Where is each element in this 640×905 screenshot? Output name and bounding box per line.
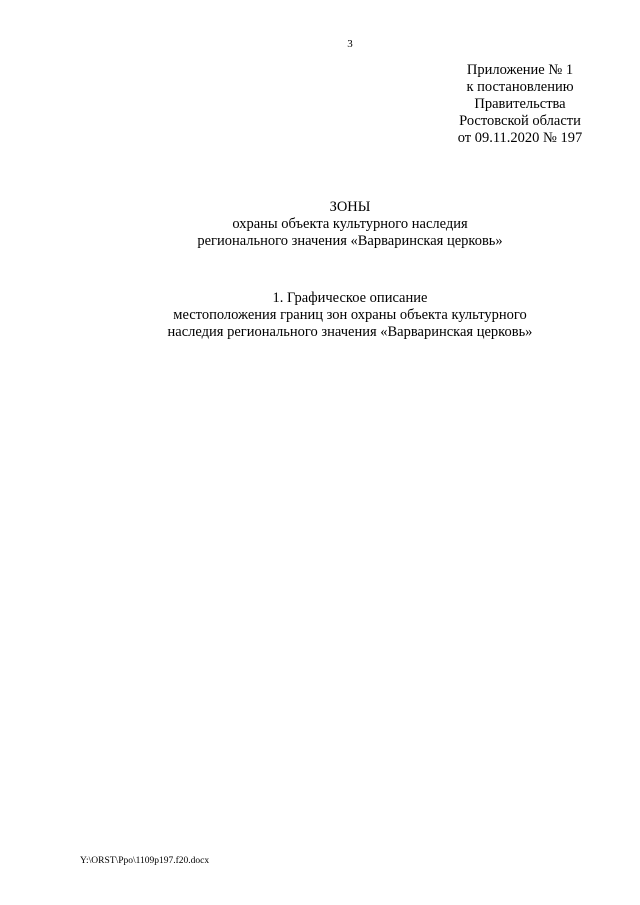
page-number: 3 bbox=[347, 38, 353, 50]
title-line: регионального значения «Варваринская церковь» bbox=[197, 233, 503, 249]
appendix-line: Ростовской области bbox=[459, 113, 581, 129]
section-heading-line: 1. Графическое описание bbox=[272, 290, 428, 306]
section-heading-line: местоположения границ зон охраны объекта культурного bbox=[173, 307, 527, 323]
appendix-line: Правительства bbox=[474, 96, 566, 112]
document-title bbox=[0, 199, 640, 250]
footer-file-path: Y:\ORST\Ppo\1109p197.f20.docx bbox=[80, 856, 210, 866]
section-heading bbox=[0, 290, 640, 341]
title-heading: ЗОНЫ bbox=[329, 199, 371, 215]
appendix-line: к постановлению bbox=[466, 79, 574, 95]
title-line: охраны объекта культурного наследия bbox=[232, 216, 468, 232]
appendix-block bbox=[440, 62, 600, 147]
appendix-line: Приложение № 1 bbox=[466, 62, 574, 78]
appendix-line: от 09.11.2020 № 197 bbox=[457, 130, 583, 146]
section-heading-line: наследия регионального значения «Варваринская церковь» bbox=[167, 324, 533, 340]
